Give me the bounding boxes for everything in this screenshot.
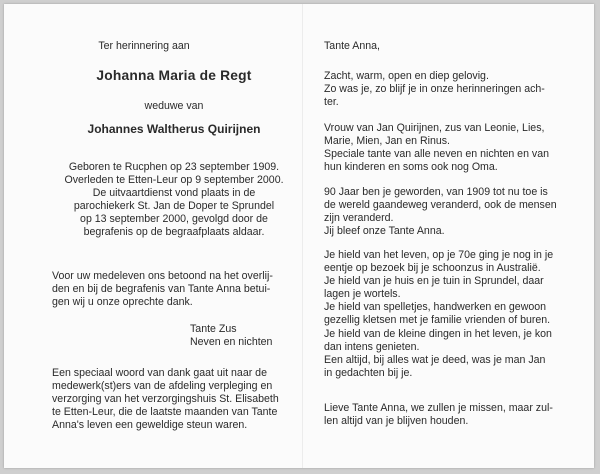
poem-line: zijn veranderd. (324, 212, 394, 225)
widow-of-block (52, 100, 296, 113)
poem-line: Speciale tante van alle neven en nichten en van (324, 148, 549, 161)
memorial-card (4, 4, 594, 468)
signature-line: Neven en nichten (190, 336, 273, 349)
right-panel-greeting (324, 40, 574, 53)
poem-paragraph-1 (324, 70, 574, 109)
poem-paragraph-2 (324, 122, 574, 174)
staff-line: Een speciaal woord van dank gaat uit naar de (52, 367, 267, 379)
spouse-name-block (52, 123, 296, 136)
card-fold (302, 4, 303, 468)
thanks-block (52, 270, 296, 309)
staff-line: te Etten-Leur, die de laatste maanden van Tante (52, 406, 278, 419)
poem-line: Jij bleef onze Tante Anna. (324, 225, 445, 238)
intro-text: Ter herinnering aan (98, 40, 190, 52)
staff-line: Anna's leven een geweldige steun waren. (52, 419, 248, 432)
signature-block (190, 323, 300, 349)
bio-line: Overleden te Etten-Leur op 9 september 2000. (64, 174, 284, 187)
poem-line: in gedachten bij je. (324, 366, 413, 379)
poem-line: Je hield van spelletjes, handwerken en gewoon (324, 301, 547, 314)
poem-line: de wereld gaandeweg veranderd, ook de mensen (324, 199, 557, 212)
deceased-name: Johanna Maria de Regt (96, 68, 252, 83)
poem-line: Een altijd, bij alles wat je deed, was je man Jan (324, 353, 546, 366)
bio-line: parochiekerk St. Jan de Doper te Sprundel (73, 200, 275, 213)
poem-line: Marie, Mien, Jan en Rinus. (324, 135, 451, 148)
poem-line: dan intens genieten. (324, 340, 420, 353)
poem-line: Zacht, warm, open en diep gelovig. (324, 70, 489, 82)
widow-of-text: weduwe van (144, 100, 204, 112)
deceased-name-block (52, 69, 296, 82)
poem-paragraph-5 (324, 402, 574, 428)
bio-block (52, 161, 296, 240)
bio-line: Geboren te Rucphen op 23 september 1909. (68, 161, 280, 173)
left-panel (52, 40, 296, 53)
bio-line: begrafenis op de begraafplaats aldaar. (83, 226, 265, 239)
poem-line: Zo was je, zo blijf je in onze herinneringen ach- (324, 83, 545, 96)
poem-line: Lieve Tante Anna, we zullen je missen, maar zul- (324, 402, 553, 414)
poem-paragraph-4 (324, 249, 574, 380)
poem-line: Je hield van je huis en je tuin in Sprundel, daar (324, 275, 544, 288)
greeting-text: Tante Anna, (324, 40, 380, 52)
poem-line: 90 Jaar ben je geworden, van 1909 tot nu toe is (324, 186, 548, 198)
poem-line: Vrouw van Jan Quirijnen, zus van Leonie, Lies, (324, 122, 545, 134)
poem-line: gezellig kletsen met je familie vrienden of buren. (324, 314, 551, 327)
staff-line: verzorging van het verzorgingshuis St. Elisabeth (52, 393, 279, 406)
spouse-name: Johannes Waltherus Quirijnen (87, 122, 261, 136)
poem-line: ter. (324, 96, 339, 109)
thanks-line: den en bij de begrafenis van Tante Anna betui- (52, 283, 271, 296)
poem-paragraph-3 (324, 186, 574, 238)
bio-line: De uitvaartdienst vond plaats in de (92, 187, 256, 200)
staff-line: medewerk(st)ers van de afdeling verpleging en (52, 380, 273, 393)
staff-thanks-block (52, 367, 296, 432)
poem-line: hun kinderen en soms ook nog Oma. (324, 161, 498, 174)
poem-line: lagen je wortels. (324, 288, 401, 301)
bio-line: op 13 september 2000, gevolgd door de (80, 213, 268, 226)
signature-line: Tante Zus (190, 323, 237, 335)
poem-line: len altijd van je blijven houden. (324, 415, 469, 428)
poem-line: Je hield van de kleine dingen in het leven, je kon (324, 327, 552, 340)
poem-line: Je hield van het leven, op je 70e ging je nog in je (324, 249, 554, 261)
thanks-line: Voor uw medeleven ons betoond na het overlij- (52, 270, 273, 282)
poem-line: eentje op bezoek bij je schoonzus in Australië. (324, 262, 541, 275)
thanks-line: gen wij u onze oprechte dank. (52, 296, 193, 309)
